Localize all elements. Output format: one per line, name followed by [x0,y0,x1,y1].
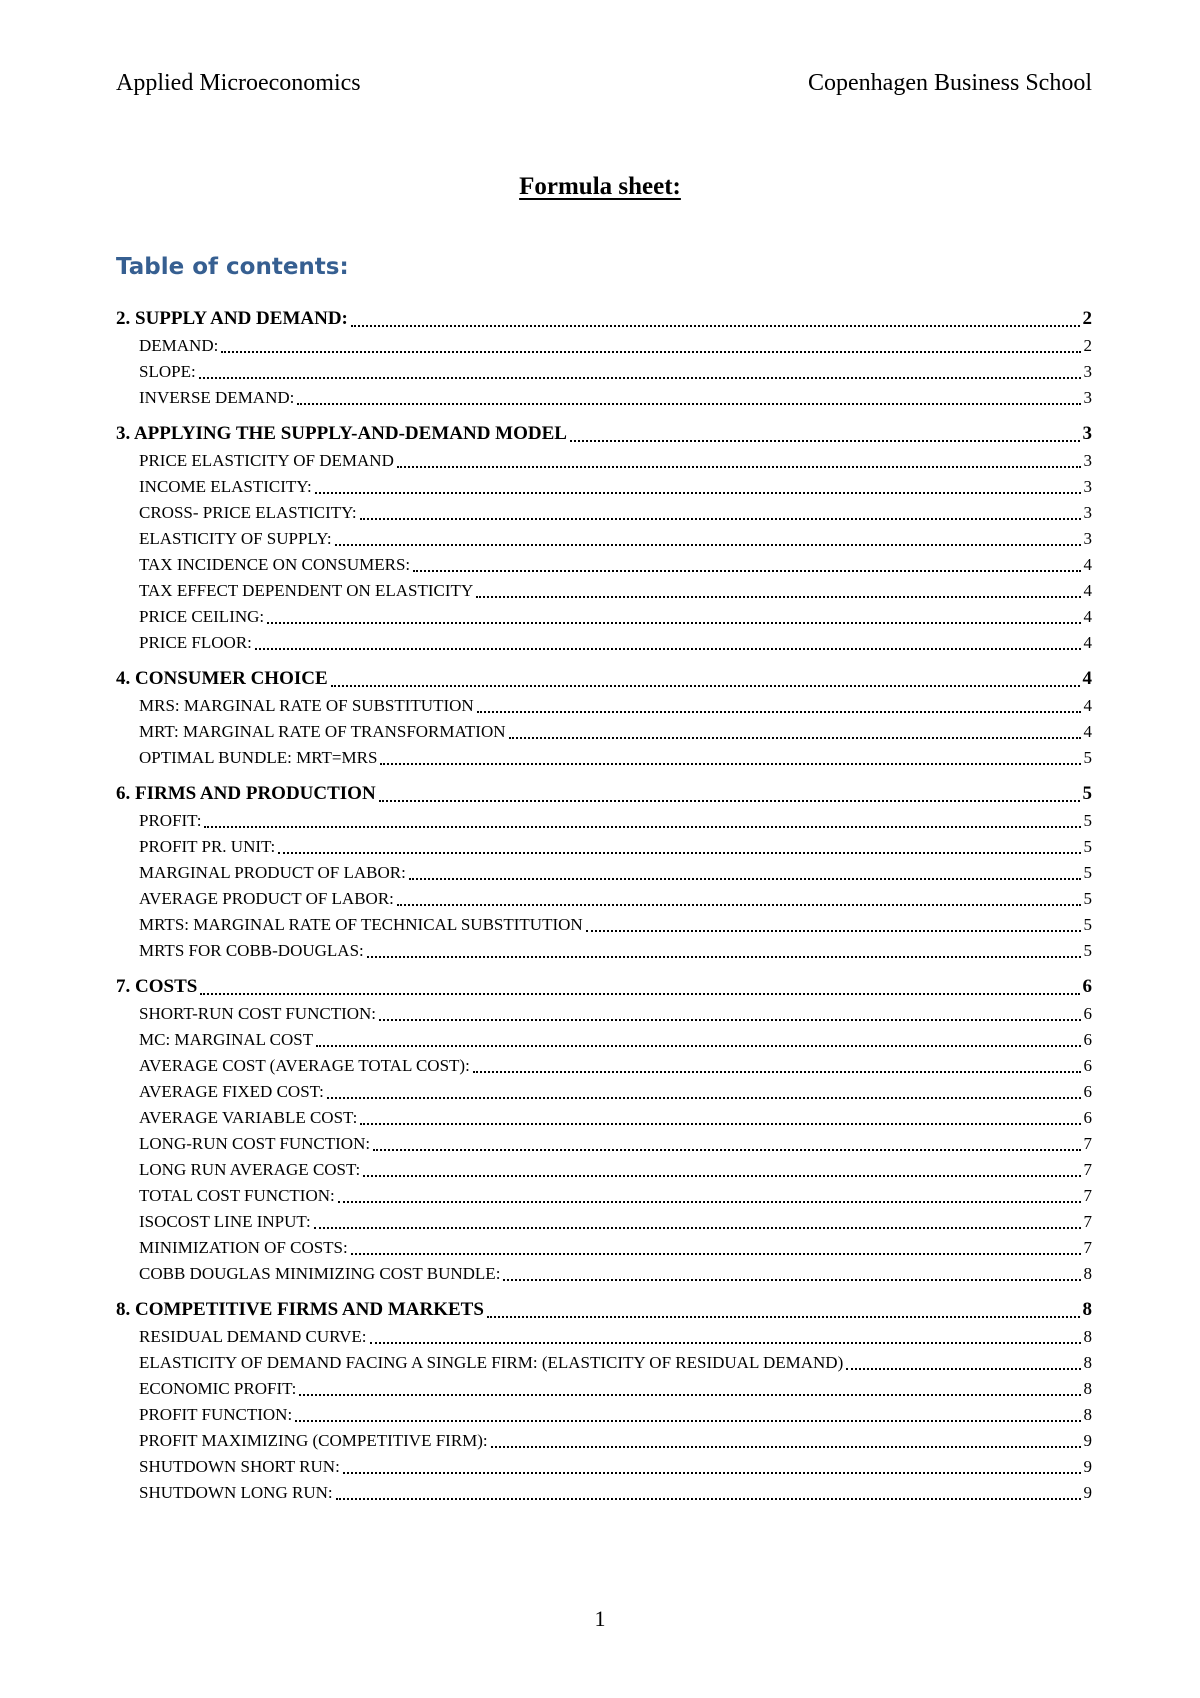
toc-entry-label: ECONOMIC PROFIT: [139,1379,297,1398]
toc-entry-page: 2 [1083,336,1092,355]
toc-subentry[interactable] [116,938,1092,964]
toc-subentry[interactable] [116,719,1092,745]
page-number: 1 [594,1606,606,1631]
dot-leader [397,902,1081,906]
dot-leader [503,1277,1080,1281]
toc-entry-label: MRS: MARGINAL RATE OF SUBSTITUTION [139,696,474,715]
dot-leader [295,1418,1080,1422]
dot-leader [314,1225,1081,1229]
toc-subentry[interactable] [116,808,1092,834]
toc-subentry[interactable] [116,834,1092,860]
dot-leader [409,876,1081,880]
toc-entry-label: AVERAGE PRODUCT OF LABOR: [139,889,394,908]
toc-entry-label: TAX INCIDENCE ON CONSUMERS: [139,555,411,574]
toc-subentry[interactable] [116,1105,1092,1131]
toc-entry-page: 5 [1083,748,1092,767]
toc-entry-label: 3. APPLYING THE SUPPLY-AND-DEMAND MODEL [116,423,567,444]
dot-leader [255,646,1081,650]
toc-entry-page: 8 [1083,1405,1092,1424]
toc-subentry[interactable] [116,604,1092,630]
toc-entry-label: 7. COSTS [116,976,198,997]
toc-entry-label: LONG-RUN COST FUNCTION: [139,1134,371,1153]
toc-entry-page: 5 [1082,783,1092,804]
toc-subentry[interactable] [116,1053,1092,1079]
page-header [116,70,1092,97]
toc-entry-label: 6. FIRMS AND PRODUCTION [116,783,376,804]
toc-entry-page: 4 [1083,581,1092,600]
toc-entry-page: 9 [1083,1483,1092,1502]
toc-entry-label: SLOPE: [139,362,196,381]
toc-section-entry[interactable] [116,304,1092,333]
toc-entry-page: 7 [1083,1134,1092,1153]
toc-entry-page: 4 [1083,633,1092,652]
toc-entry-page: 4 [1083,722,1092,741]
toc-subentry[interactable] [116,1131,1092,1157]
toc-subentry[interactable] [116,526,1092,552]
toc-entry-page: 6 [1083,1004,1092,1023]
toc-entry-page: 6 [1083,1030,1092,1049]
toc-subentry[interactable] [116,359,1092,385]
toc-subentry[interactable] [116,886,1092,912]
toc-entry-label: AVERAGE FIXED COST: [139,1082,324,1101]
toc-entry-page: 4 [1083,607,1092,626]
toc-entry-label: CROSS- PRICE ELASTICITY: [139,503,357,522]
toc-entry-page: 3 [1083,529,1092,548]
toc-entry-page: 7 [1083,1238,1092,1257]
toc-subentry[interactable] [116,1001,1092,1027]
dot-leader [335,542,1081,546]
dot-leader [367,954,1081,958]
dot-leader [331,683,1080,687]
toc-section-entry[interactable] [116,779,1092,808]
toc-subentry[interactable] [116,630,1092,656]
header-institution: Copenhagen Business School [808,70,1092,96]
toc-entry-page: 5 [1083,889,1092,908]
toc-entry-page: 3 [1082,423,1092,444]
toc-entry-label: 8. COMPETITIVE FIRMS AND MARKETS [116,1299,484,1320]
toc-subentry[interactable] [116,333,1092,359]
toc-subentry[interactable] [116,1376,1092,1402]
dot-leader [487,1314,1080,1318]
toc-entry-label: ISOCOST LINE INPUT: [139,1212,311,1231]
toc-entry-label: COBB DOUGLAS MINIMIZING COST BUNDLE: [139,1264,501,1283]
toc-entry-label: PRICE ELASTICITY OF DEMAND [139,451,394,470]
toc-entry-page: 3 [1083,388,1092,407]
toc-subentry[interactable] [116,1157,1092,1183]
toc-subentry[interactable] [116,578,1092,604]
toc-entry-label: MRTS FOR COBB-DOUGLAS: [139,941,364,960]
toc-entry-label: PROFIT: [139,811,202,830]
dot-leader [316,1043,1080,1047]
toc-entry-label: PROFIT MAXIMIZING (COMPETITIVE FIRM): [139,1431,488,1450]
toc-entry-label: PROFIT PR. UNIT: [139,837,276,856]
toc-entry-page: 3 [1083,451,1092,470]
toc-entry-page: 7 [1083,1186,1092,1205]
toc-entry-label: ELASTICITY OF SUPPLY: [139,529,332,548]
toc-entry-label: SHUTDOWN SHORT RUN: [139,1457,340,1476]
dot-leader [221,349,1080,353]
toc-subentry[interactable] [116,912,1092,938]
toc-entry-label: MINIMIZATION OF COSTS: [139,1238,348,1257]
toc-entry-page: 8 [1083,1379,1092,1398]
dot-leader [397,464,1081,468]
toc-entry-label: AVERAGE VARIABLE COST: [139,1108,358,1127]
toc-subentry[interactable] [116,1428,1092,1454]
dot-leader [204,824,1080,828]
page-footer [0,1606,1200,1632]
dot-leader [491,1444,1081,1448]
toc-entry-label: INCOME ELASTICITY: [139,477,312,496]
dot-leader [360,516,1081,520]
toc-entry-page: 5 [1083,863,1092,882]
toc-entry-page: 3 [1083,477,1092,496]
toc-entry-label: OPTIMAL BUNDLE: MRT=MRS [139,748,378,767]
toc-entry-label: PROFIT FUNCTION: [139,1405,293,1424]
toc-subentry[interactable] [116,448,1092,474]
dot-leader [473,1069,1081,1073]
toc-entry-page: 4 [1083,696,1092,715]
toc-subentry[interactable] [116,474,1092,500]
dot-leader [477,709,1081,713]
toc-section-entry[interactable] [116,1295,1092,1324]
toc-entry-page: 5 [1083,915,1092,934]
dot-leader [570,438,1080,442]
toc-entry-label: RESIDUAL DEMAND CURVE: [139,1327,367,1346]
toc-entry-page: 5 [1083,837,1092,856]
toc-entry-page: 7 [1083,1212,1092,1231]
dot-leader [327,1095,1081,1099]
toc-subentry[interactable] [116,1209,1092,1235]
toc-entry-label: LONG RUN AVERAGE COST: [139,1160,361,1179]
dot-leader [299,1392,1080,1396]
toc-entry-page: 8 [1082,1299,1092,1320]
toc-entry-page: 4 [1082,668,1092,689]
toc-entry-page: 9 [1083,1457,1092,1476]
toc-section-entry[interactable] [116,419,1092,448]
toc-entry-label: AVERAGE COST (AVERAGE TOTAL COST): [139,1056,470,1075]
toc-entry-label: TAX EFFECT DEPENDENT ON ELASTICITY [139,581,474,600]
toc-entry-page: 7 [1083,1160,1092,1179]
dot-leader [413,568,1080,572]
dot-leader [336,1496,1081,1500]
toc-subentry[interactable] [116,1402,1092,1428]
toc-subentry[interactable] [116,693,1092,719]
toc-subentry[interactable] [116,1183,1092,1209]
toc-entry-page: 4 [1083,555,1092,574]
toc-entry-page: 8 [1083,1327,1092,1346]
toc-entry-page: 9 [1083,1431,1092,1450]
toc-entry-label: ELASTICITY OF DEMAND FACING A SINGLE FIRM: (ELASTICITY OF RESIDUAL DEMAND) [139,1353,844,1372]
toc-entry-page: 3 [1083,362,1092,381]
toc-subentry[interactable] [116,1324,1092,1350]
dot-leader [373,1147,1080,1151]
toc-entry-page: 8 [1083,1353,1092,1372]
toc-subentry[interactable] [116,552,1092,578]
toc-entry-label: DEMAND: [139,336,219,355]
toc-subentry[interactable] [116,1079,1092,1105]
dot-leader [338,1199,1081,1203]
toc-entry-page: 2 [1082,308,1092,329]
toc-subentry[interactable] [116,860,1092,886]
dot-leader [380,761,1080,765]
dot-leader [315,490,1081,494]
dot-leader [343,1470,1081,1474]
dot-leader [363,1173,1080,1177]
dot-leader [360,1121,1080,1125]
toc-entry-page: 3 [1083,503,1092,522]
dot-leader [297,401,1080,405]
header-course: Applied Microeconomics [116,70,361,96]
toc-entry-page: 6 [1082,976,1092,997]
dot-leader [379,1017,1080,1021]
toc-entry-page: 6 [1083,1056,1092,1075]
toc-subentry[interactable] [116,1350,1092,1376]
dot-leader [200,991,1079,995]
toc-entry-label: PRICE FLOOR: [139,633,252,652]
toc-entry-label: 4. CONSUMER CHOICE [116,668,328,689]
toc-subentry[interactable] [116,1235,1092,1261]
dot-leader [370,1340,1081,1344]
toc-entry-page: 8 [1083,1264,1092,1283]
toc-subentry[interactable] [116,745,1092,771]
dot-leader [351,323,1080,327]
page-title: Formula sheet: [519,173,681,200]
toc-entry-label: MRT: MARGINAL RATE OF TRANSFORMATION [139,722,506,741]
dot-leader [351,1251,1081,1255]
toc-section-entry[interactable] [116,972,1092,1001]
dot-leader [278,850,1080,854]
dot-leader [476,594,1080,598]
toc-heading: Table of contents: [116,254,349,280]
dot-leader [586,928,1081,932]
toc-entry-page: 5 [1083,941,1092,960]
toc-subentry[interactable] [116,1480,1092,1506]
toc-entry-label: PRICE CEILING: [139,607,265,626]
toc-entry-label: MC: MARGINAL COST [139,1030,314,1049]
toc-subentry[interactable] [116,1261,1092,1287]
toc-entry-page: 6 [1083,1082,1092,1101]
toc-entry-page: 6 [1083,1108,1092,1127]
toc-subentry[interactable] [116,500,1092,526]
toc-entry-label: SHUTDOWN LONG RUN: [139,1483,333,1502]
toc-entry-label: MARGINAL PRODUCT OF LABOR: [139,863,406,882]
dot-leader [509,735,1081,739]
toc-entry-label: TOTAL COST FUNCTION: [139,1186,335,1205]
table-of-contents [116,304,1092,1506]
toc-entry-label: 2. SUPPLY AND DEMAND: [116,308,348,329]
toc-subentry[interactable] [116,1454,1092,1480]
toc-section-entry[interactable] [116,664,1092,693]
toc-subentry[interactable] [116,385,1092,411]
dot-leader [379,798,1080,802]
toc-entry-label: INVERSE DEMAND: [139,388,295,407]
dot-leader [267,620,1080,624]
toc-entry-page: 5 [1083,811,1092,830]
dot-leader [846,1366,1080,1370]
toc-subentry[interactable] [116,1027,1092,1053]
dot-leader [199,375,1081,379]
toc-entry-label: SHORT-RUN COST FUNCTION: [139,1004,377,1023]
toc-entry-label: MRTS: MARGINAL RATE OF TECHNICAL SUBSTITUTION [139,915,583,934]
